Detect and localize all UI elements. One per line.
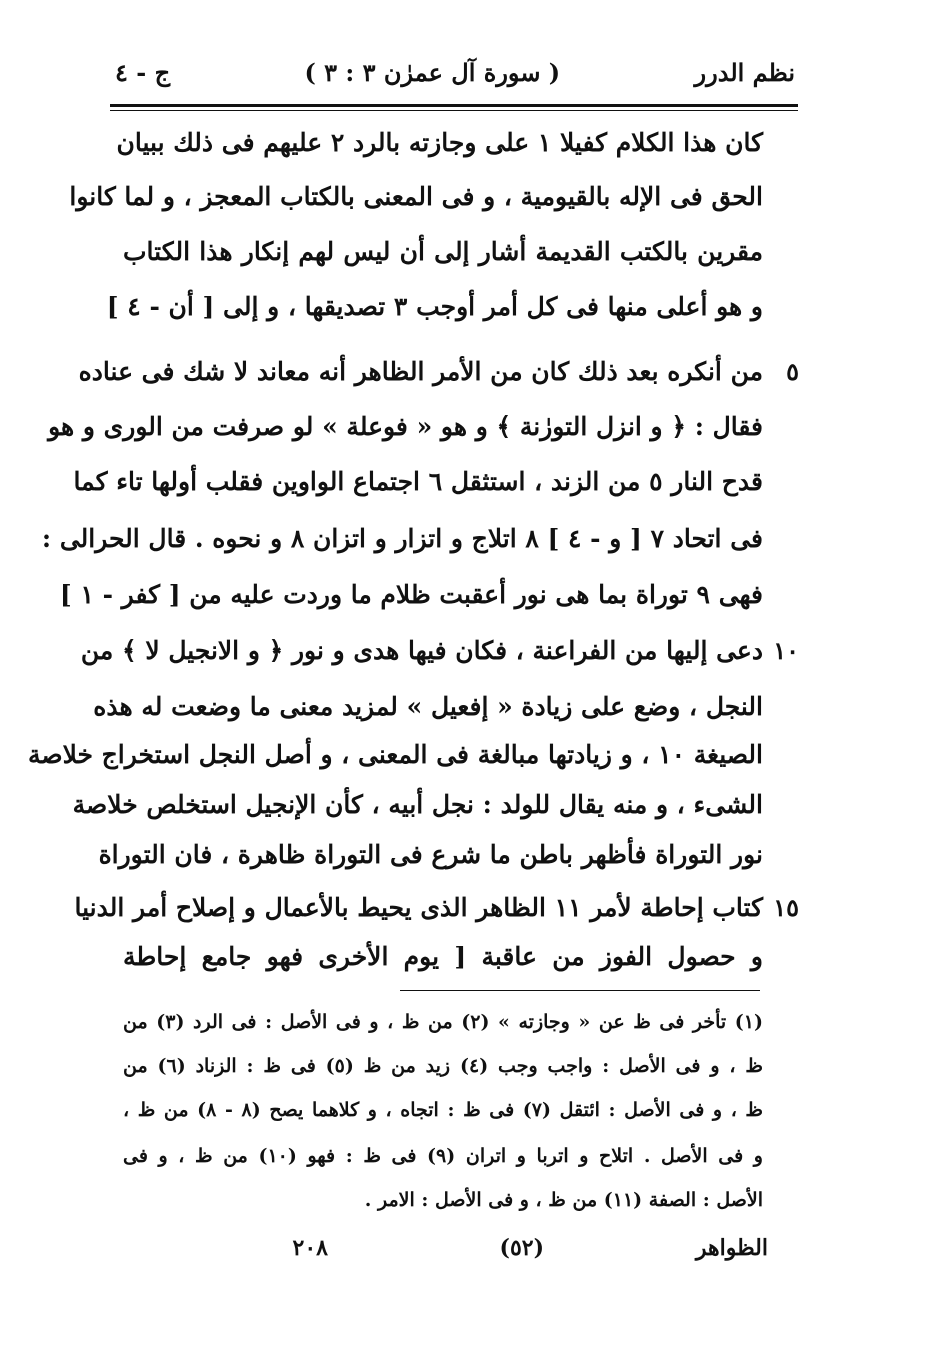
footnote-line: (١) تأخر فى ظ عن « وجازته » (٢) من ظ ، و فى الأصل : فى الرد (٣) من xyxy=(123,1011,763,1033)
text-line: نور التوراة فأظهر باطن ما شرع فى التوراة ظاهرة ، فان التوراة xyxy=(98,840,763,869)
footnote-line: و فى الأصل . اتلاح و اتربا و اتران (٩) فى ظ : فهو (١٠) من ظ ، و فى xyxy=(123,1145,763,1167)
line-number: ١٠ xyxy=(773,636,799,665)
signature-label: الظواهر xyxy=(695,1235,768,1261)
text-line: قدح النار ٥ من الزند ، استثقل ٦ اجتماع الواوين فقلب أولها تاء كما xyxy=(73,467,763,496)
line-number xyxy=(763,400,799,454)
surah-reference: ( سورة آل عمرٰن ٣ : ٣ ) xyxy=(304,57,561,87)
line-number xyxy=(763,930,799,984)
footnote-line: ظ ، و فى الأصل : ائتقل (٧) فى ظ : اتجاه ، و كلاهما يصح (٨ - ٨) من ظ ، xyxy=(123,1099,764,1121)
line-number xyxy=(763,728,799,782)
text-line: و حصول الفوز من عاقبة [ يوم الأخرى فهو جامع إحاطة xyxy=(123,942,763,971)
volume-number: ج - ٤ xyxy=(115,57,171,87)
line-number xyxy=(763,512,799,566)
line-number xyxy=(763,170,799,224)
line-number xyxy=(763,778,799,832)
footnote-line: الأصل : الصفة (١١) من ظ ، و فى الأصل : الامر . xyxy=(364,1189,763,1211)
footnote-rule xyxy=(400,990,760,991)
line-number xyxy=(763,280,799,334)
line-number: ١٥ xyxy=(773,893,799,922)
text-line: فهى ٩ توراة بما هى نور أعقبت ظلام ما وردت عليه من [ كفر - ١ ] xyxy=(59,580,763,609)
page-number: ٢٠٨ xyxy=(292,1235,328,1261)
text-line: مقرين بالكتب القديمة أشار إلى أن ليس لهم إنكار هذا الكتاب xyxy=(123,237,763,266)
book-title: نظم الدرر xyxy=(694,57,795,87)
footnote-line: ظ ، و فى الأصل : واجب وجب (٤) زيد من ظ (٥) فى ظ : الزناد (٦) من xyxy=(123,1055,763,1077)
text-line: و هو أعلى منها فى كل أمر أوجب ٣ تصديقها ، و إلى [ أن - ٤ ] xyxy=(106,292,763,321)
line-number xyxy=(763,225,799,279)
signature-number: (٥٢) xyxy=(499,1235,544,1261)
text-line: كان هذا الكلام كفيلا ١ على وجازته بالرد ٢ عليهم فى ذلك ببيان xyxy=(116,128,763,157)
line-number xyxy=(763,680,799,734)
text-line: فى اتحاد ٧ [ و - ٤ ] ٨ اتلاج و اتزار و اتزان ٨ و نحوه . قال الحرالى : xyxy=(41,524,763,553)
header-rule-thin xyxy=(110,110,798,111)
line-number xyxy=(763,568,799,622)
text-line: الشىء ، و منه يقال للولد : نجل أبيه ، كأن الإنجيل استخلص خلاصة xyxy=(72,790,763,819)
line-number xyxy=(763,455,799,509)
text-line: النجل ، وضع على زيادة « إفعيل » لمزيد معنى ما وضعت له هذه xyxy=(93,692,763,721)
running-header xyxy=(115,50,795,94)
text-line: كتاب إحاطة لأمر ١١ الظاهر الذى يحيط بالأعمال و إصلاح أمر الدنيا xyxy=(74,893,763,922)
header-rule xyxy=(110,104,798,107)
line-number: ٥ xyxy=(786,357,799,386)
line-number xyxy=(763,828,799,882)
text-line: الصيغة ١٠ ، و زيادتها مبالغة فى المعنى ، و أصل النجل استخراج خلاصة xyxy=(27,740,763,769)
page-footer xyxy=(118,1228,768,1268)
line-number xyxy=(763,116,799,170)
text-line: الحق فى الإله بالقيومية ، و فى المعنى بالكتاب المعجز ، و لما كانوا xyxy=(69,182,763,211)
text-line: فقال : ﴿ و انزل التورٰنة ﴾ و هو « فوعلة » لو صرفت من الورى و هو xyxy=(48,412,763,441)
text-line: من أنكره بعد ذلك كان من الأمر الظاهر أنه معاند لا شك فى عناده xyxy=(78,357,763,386)
text-line: دعى إليها من الفراعنة ، فكان فيها هدى و نور ﴿ و الانجيل لا ﴾ من xyxy=(80,636,763,665)
